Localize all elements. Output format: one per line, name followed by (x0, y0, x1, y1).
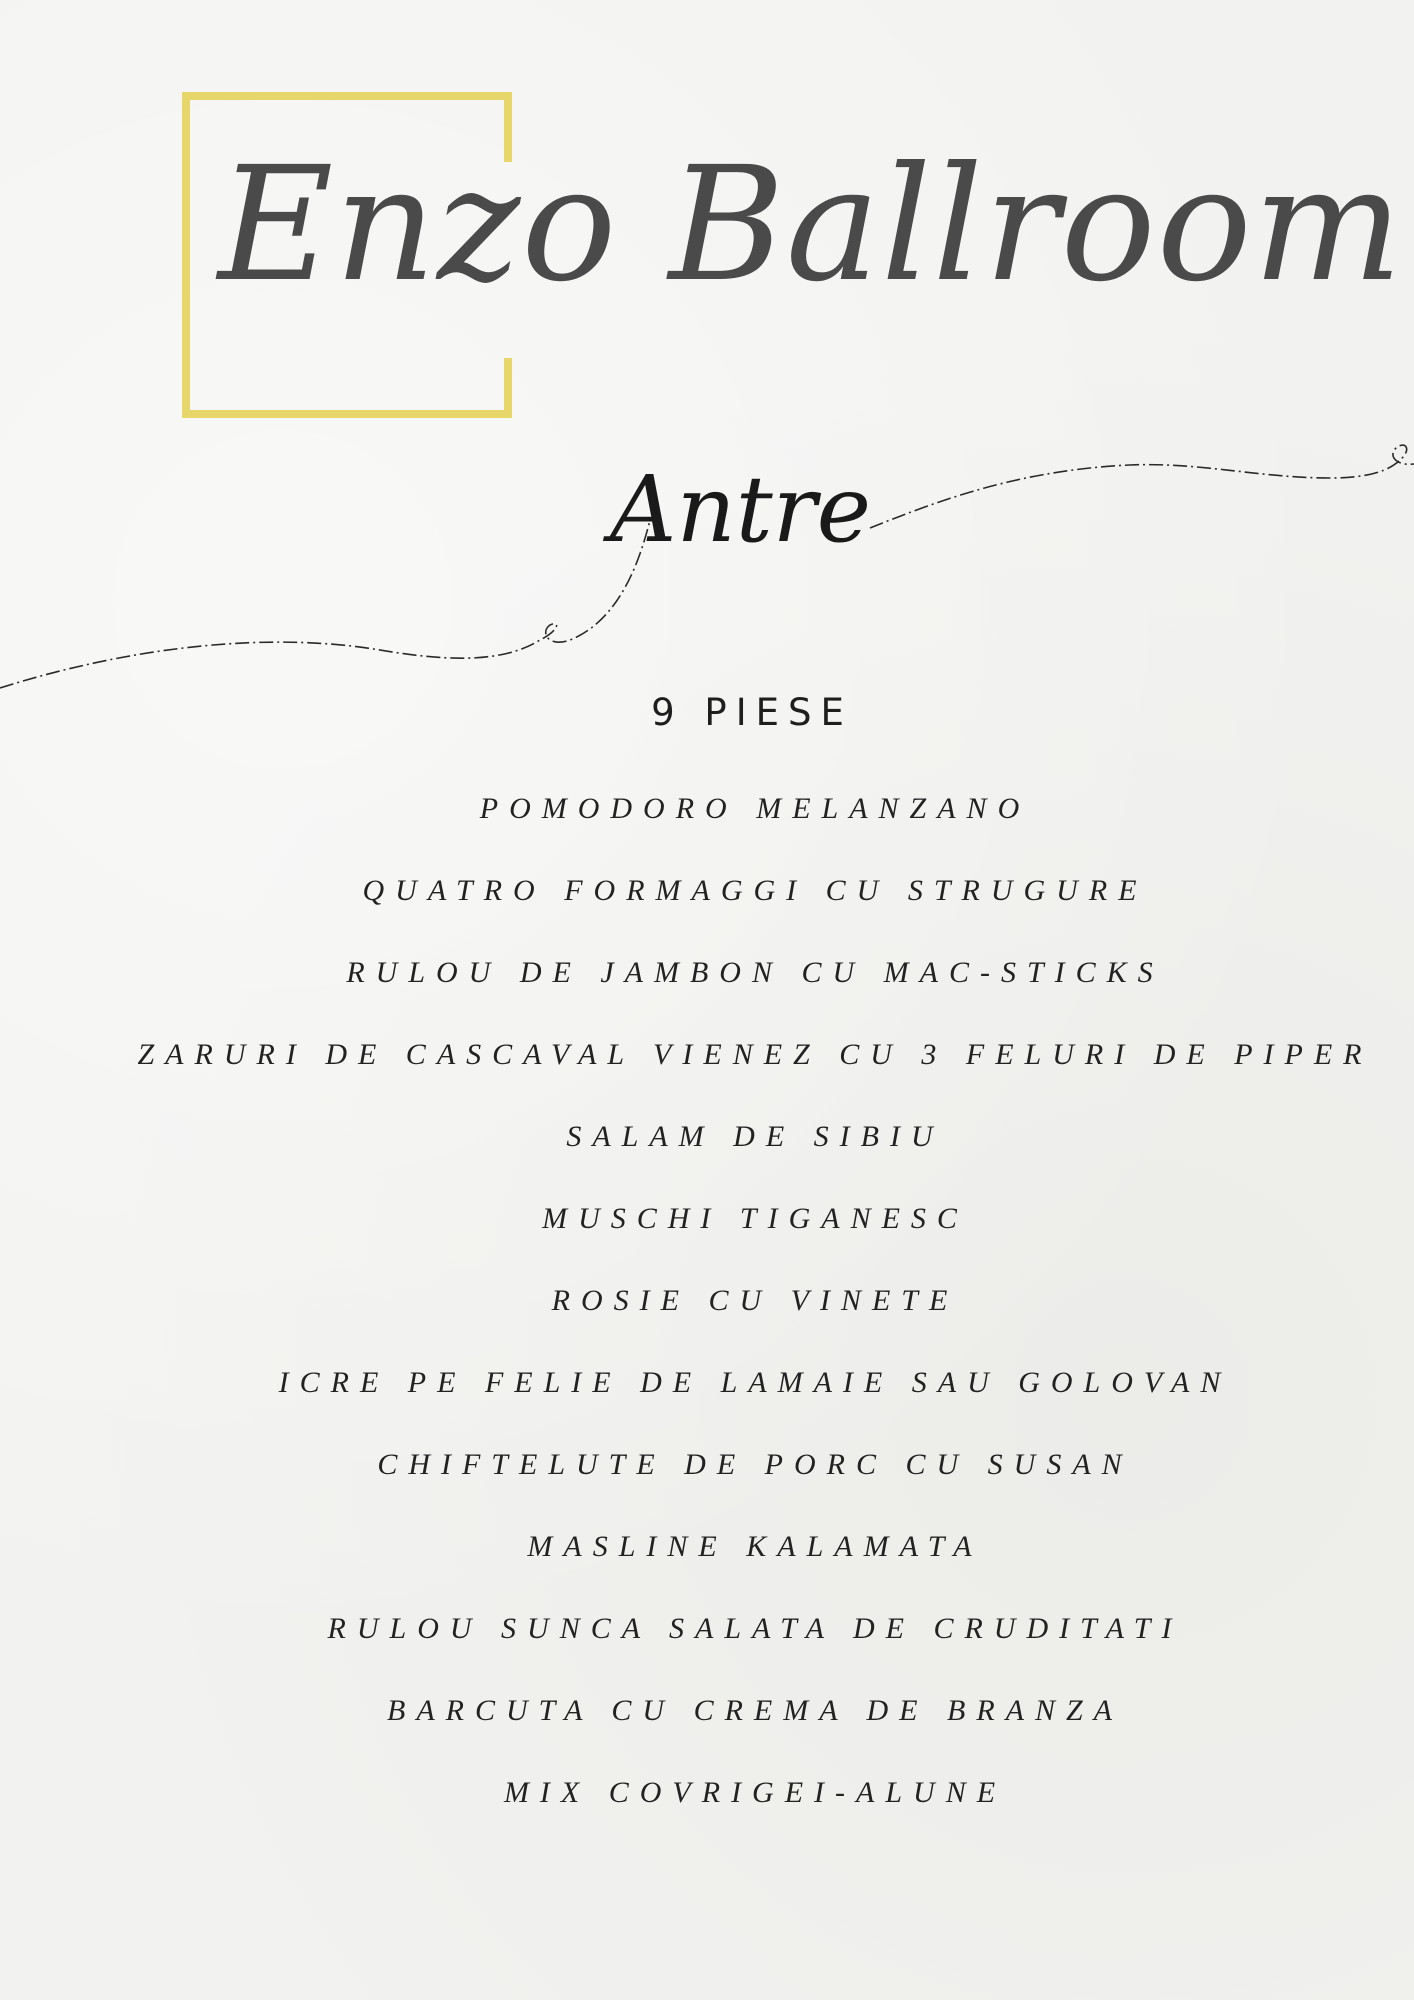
swash-right (870, 445, 1414, 528)
menu-item: MIX COVRIGEI-ALUNE (503, 1776, 1007, 1809)
swash-left (0, 520, 650, 688)
menu-item: MASLINE KALAMATA (527, 1530, 983, 1563)
section-title: Antre (610, 456, 872, 563)
menu-item: BARCUTA CU CREMA DE BRANZA (387, 1694, 1123, 1727)
menu-item: RULOU DE JAMBON CU MAC-STICKS (346, 956, 1164, 989)
piece-count: 9 PIESE (651, 691, 853, 734)
menu-item: ICRE PE FELIE DE LAMAIE SAU GOLOVAN (278, 1366, 1232, 1399)
menu-item: ROSIE CU VINETE (551, 1284, 959, 1317)
menu-list (100, 784, 1410, 1850)
menu-item: MUSCHI TIGANESC (542, 1202, 968, 1235)
menu-item: RULOU SUNCA SALATA DE CRUDITATI (327, 1612, 1183, 1645)
menu-item: POMODORO MELANZANO (479, 792, 1031, 825)
menu-item: ZARURI DE CASCAVAL VIENEZ CU 3 FELURI DE PIPER (137, 1038, 1373, 1071)
brand-title: Enzo Ballroom (218, 133, 1404, 317)
menu-item: QUATRO FORMAGGI CU STRUGURE (362, 874, 1148, 907)
menu-item: SALAM DE SIBIU (566, 1120, 944, 1153)
menu-item: CHIFTELUTE DE PORC CU SUSAN (377, 1448, 1133, 1481)
